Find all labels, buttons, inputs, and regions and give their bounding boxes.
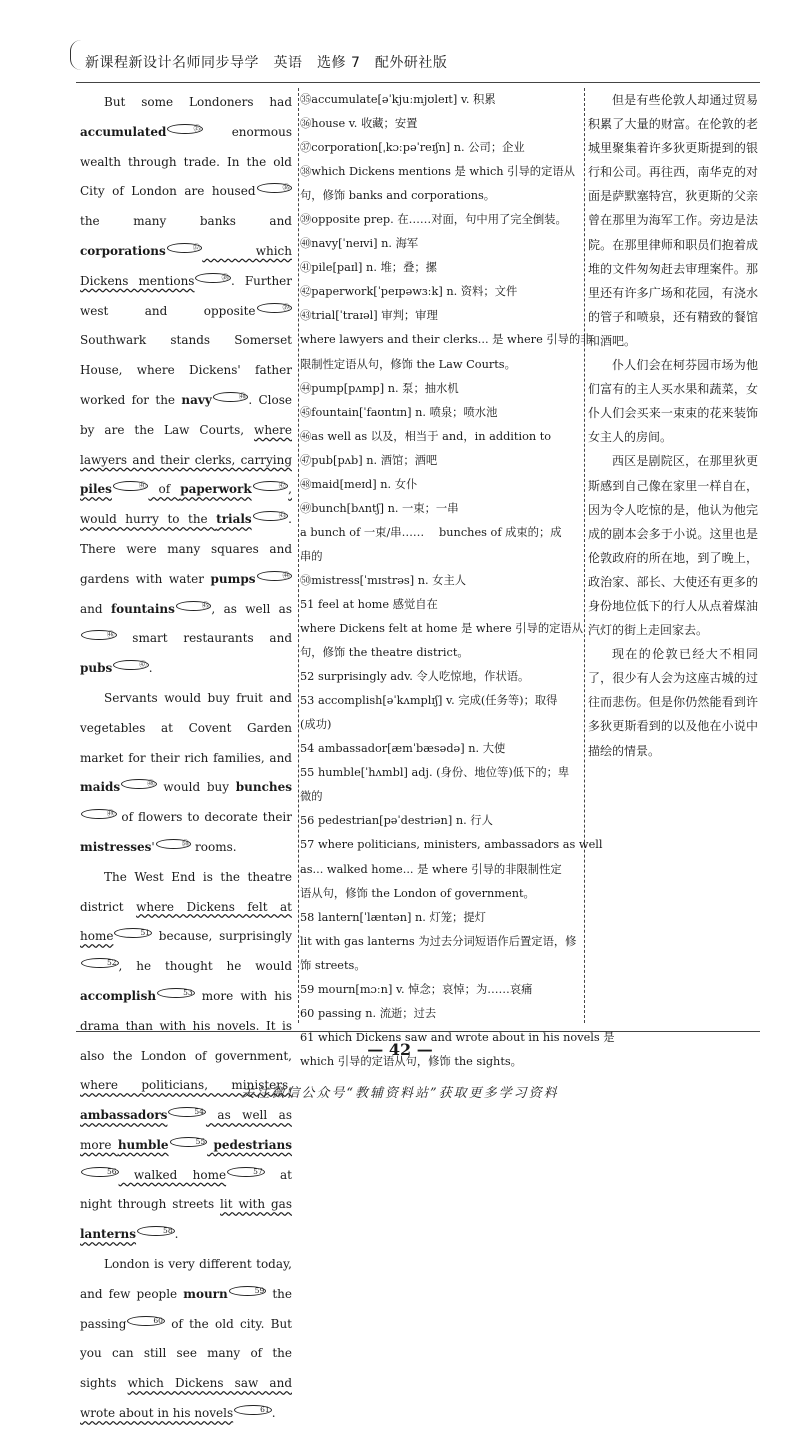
passage-text: . There were many squares and gardens with water [80,512,292,586]
note-line: ㊼pub[pʌb] n. 酒馆；酒吧 [300,453,438,467]
note-marker: 61 [234,1405,272,1415]
vocab-word: piles [80,482,112,497]
vocab-word: mistresses [80,839,152,854]
page-header: 新课程新设计名师同步导学 英语 选修 7 配外研社版 [85,55,448,71]
vocab-word: trials [216,512,252,527]
passage-text: the many banks and [80,214,292,229]
note-line: ㊾bunch[bʌntʃ] n. 一束；一串 [300,501,459,515]
note-marker: 53 [157,988,195,998]
note-marker: ㊸ [253,511,289,521]
vocabulary-notes [300,88,615,1074]
note-line: ㊽maid[meɪd] n. 女仆 [300,477,418,491]
passage-text: lit with gas [220,1197,292,1212]
vocab-word: accumulated [80,124,167,139]
note-line: 59 mourn[mɔːn] v. 悼念；哀悼；为……哀痛 [300,982,533,996]
note-marker: ㊲ [167,243,203,253]
passage-text: enormous wealth through trade. In the old City of London are housed [80,124,292,199]
note-marker: ㉟ [167,124,203,134]
passage-text: . [271,1406,276,1421]
vocabulary-notes-column [300,88,615,1068]
note-line: ㊴opposite prep. 在……对面，句中用了完全倒装。 [300,213,567,227]
passage-text: Servants would buy fruit and vegetables at Covent Garden market for their rich families, and [80,690,292,765]
note-line: 串的 [300,549,323,563]
chinese-translation [588,88,758,763]
note-line: ㊿mistress[ˈmɪstrəs] n. 女主人 [300,573,467,587]
note-marker: 58 [137,1226,175,1236]
note-marker: ㊹ [257,571,293,581]
note-line: a bunch of 一束/串…… bunches of 成束的；成 [300,525,562,539]
note-line: ㊱house v. 收藏；安置 [300,117,418,131]
header-bracket [70,40,81,70]
passage-text: the passing [80,1286,293,1331]
passage-paragraph [80,684,292,863]
passage-text: . Further west and opposite [80,273,293,318]
vocab-word: accomplish [80,988,157,1003]
passage-text: where lawyers and their clerks, carrying [80,422,292,467]
passage-text: rooms. [191,839,237,854]
passage-text: because, surprisingly [151,929,292,944]
english-passage [80,88,292,1429]
english-passage-column [80,88,299,1421]
passage-paragraph [80,1250,292,1429]
note-line: ㊷paperwork[ˈpeɪpəwɜːk] n. 资料；文件 [300,285,518,299]
passage-text: smart restaurants and [116,631,292,646]
note-marker: 57 [227,1167,265,1177]
vocab-word: corporations [80,243,166,258]
note-line: ㊲corporation[ˌkɔːpəˈreɪʃn] n. 公司；企业 [300,141,525,155]
note-marker: ㊷ [253,481,289,491]
note-line: lit with gas lanterns 为过去分词短语作后置定语，修 [300,934,577,948]
vocab-word: pumps [210,571,256,586]
passage-text: ' [151,839,155,854]
passage-text: The West End is the theatre district [80,869,292,914]
note-line: 52 surprisingly adv. 令人吃惊地，作状语。 [300,670,530,684]
vocab-word: pubs [80,661,113,676]
note-line: ㊶pile[paɪl] n. 堆；叠；摞 [300,261,437,275]
note-marker: 60 [127,1316,165,1326]
vocab-word: lanterns [80,1227,137,1242]
note-marker: 55 [170,1137,208,1147]
note-line: 饰 streets。 [300,958,366,972]
note-marker: ㊺ [176,601,212,611]
note-line: 微的 [300,790,323,804]
note-marker: ㊴ [257,303,293,313]
note-line: 语从句，修饰 the London of government。 [300,886,535,900]
note-marker: 59 [229,1286,267,1296]
note-line: 55 humble[ˈhʌmbl] adj. (身份、地位等)低下的；卑 [300,766,570,780]
note-line: 限制性定语从句，修饰 the Law Courts。 [300,357,516,371]
translation-paragraph: 但是有些伦敦人却通过贸易积累了大量的财富。在伦敦的老城里聚集着许多狄更斯提到的银行和公司。再往西，南华克的对面是萨默塞特宫，狄更斯的父亲曾在那里为海军工作。旁边是法院。在那里律师和职员们抱着成堆的文件匆匆赶去审理案件。那里还有许多广场和花园，有浇水的管子和喷泉，还有精致的餐馆和酒吧。 [588,93,758,348]
note-line: which 引导的定语从句，修饰 the sights。 [300,1054,522,1068]
note-line: 58 lantern[ˈlæntən] n. 灯笼；提灯 [300,910,486,924]
vocab-word: humble [117,1137,169,1152]
note-marker: ㊾ [81,809,117,819]
note-marker: 56 [81,1167,119,1177]
translation-paragraph: 西区是剧院区，在那里狄更斯感到自己像在家里一样自在，因为令人吃惊的是，他认为他完成的剧本会多于小说。这里也是伦敦政府的所在地，到了晚上，政治家、部长、大使还有更多的身份地位低下的行人从点着煤油汽灯的街上走回家去。 [588,454,758,638]
note-line: ㊳which Dickens mentions 是 which 引导的定语从 [300,165,575,179]
note-marker: 54 [168,1107,206,1117]
passage-text: of the old city. But you can still see many of the sights [80,1316,292,1391]
passage-text: where Dickens felt at home [80,899,292,944]
note-line: ㊻as well as 以及，相当于 and，in addition to [300,429,552,443]
note-line: 53 accomplish[əˈkʌmplɪʃ] v. 完成(任务等)；取得 [300,694,558,708]
note-line: 57 where politicians, ministers, ambassadors as well [300,838,603,852]
passage-text: more with his drama than with his novels. It is also the London of government, [80,988,292,1063]
chinese-translation-column [588,88,758,1023]
note-marker: ㊵ [213,392,249,402]
page-number: — 42 — [367,1040,433,1059]
note-line: where lawyers and their clerks... 是 where 引导的非 [300,333,592,347]
note-line: 句，修饰 the theatre district。 [300,646,469,660]
vocab-word: paperwork [180,482,252,497]
passage-paragraph [80,88,292,684]
note-line: ㊹pump[pʌmp] n. 泵；抽水机 [300,381,459,395]
vocab-word: maids [80,780,121,795]
note-marker: ㊻ [81,630,117,640]
vocab-word: bunches [235,780,292,795]
note-line: 句，修饰 banks and corporations。 [300,189,496,203]
note-line: ㊺fountain[ˈfaʊntɪn] n. 喷泉；喷水池 [300,405,498,419]
passage-text: , would hurry to the [80,482,292,527]
passage-text: which Dickens mentions [80,243,292,288]
passage-text: . [174,1227,179,1242]
passage-text: . Close by are the Law Courts, [80,392,292,437]
passage-text: of flowers to decorate their [116,810,292,825]
vocab-word: ambassadors [80,1108,168,1123]
vocab-word: navy [181,392,212,407]
note-marker: ㊱ [257,183,293,193]
note-marker: ㊶ [113,481,149,491]
passage-text: Southwark stands Somerset House, where Dickens' father worked for the [80,333,292,407]
passage-text: and [80,601,111,616]
passage-text: as well as more [80,1108,292,1152]
note-line: 60 passing n. 流逝；过去 [300,1006,437,1020]
passage-text: of [148,482,181,497]
note-marker: ㊿ [156,839,192,849]
note-marker: 52 [81,958,119,968]
passage-text: walked home [118,1167,227,1182]
note-line: ㊵navy[ˈneɪvi] n. 海军 [300,237,419,251]
vocab-word: pedestrians [213,1137,292,1152]
translation-paragraph: 现在的伦敦已经大不相同了，很少有人会为这座古城的过往而悲伤。但是你仍然能看到许多狄更斯看到的以及他在小说中描绘的情景。 [588,647,758,758]
note-marker: ㊳ [195,273,231,283]
note-line: 51 feel at home 感觉自在 [300,597,438,611]
note-line: 61 which Dickens saw and wrote about in his novels 是 [300,1030,615,1044]
passage-text: But some Londoners had [104,95,292,109]
note-line: ㉟accumulate[əˈkjuːmjʊleɪt] v. 积累 [300,93,496,106]
note-line: 54 ambassador[æmˈbæsədə] n. 大使 [300,742,506,756]
passage-text: London is very different today, and few people [80,1257,292,1301]
note-marker: ㊼ [113,660,149,670]
passage-text: . [148,661,153,676]
note-marker: 51 [114,928,152,938]
note-line: as... walked home... 是 where 引导的非限制性定 [300,862,562,876]
vocab-word: fountains [110,601,175,616]
passage-text: would buy [156,780,236,795]
note-marker: ㊽ [121,779,157,789]
passage-text: , as well as [211,601,292,616]
note-line: 56 pedestrian[pəˈdestriən] n. 行人 [300,814,493,828]
passage-text: where politicians, ministers, [80,1078,292,1093]
passage-text: which Dickens saw and wrote about in his novels [80,1376,292,1421]
translation-paragraph: 仆人们会在柯芬园市场为他们富有的主人买水果和蔬菜，女仆人们会买来一束束的花来装饰女主人的房间。 [588,358,758,445]
note-line: (成功) [300,718,332,732]
note-line: ㊸trial[ˈtraɪəl] 审判；审理 [300,309,438,323]
note-line: where Dickens felt at home 是 where 引导的定语从 [300,622,584,636]
passage-text: at night through streets [80,1167,292,1212]
footer-watermark: 关注微信公众号“教辅资料站”获取更多学习资料 [241,1086,559,1101]
passage-text: , he thought he would [118,959,292,974]
vocab-word: mourn [183,1286,228,1301]
